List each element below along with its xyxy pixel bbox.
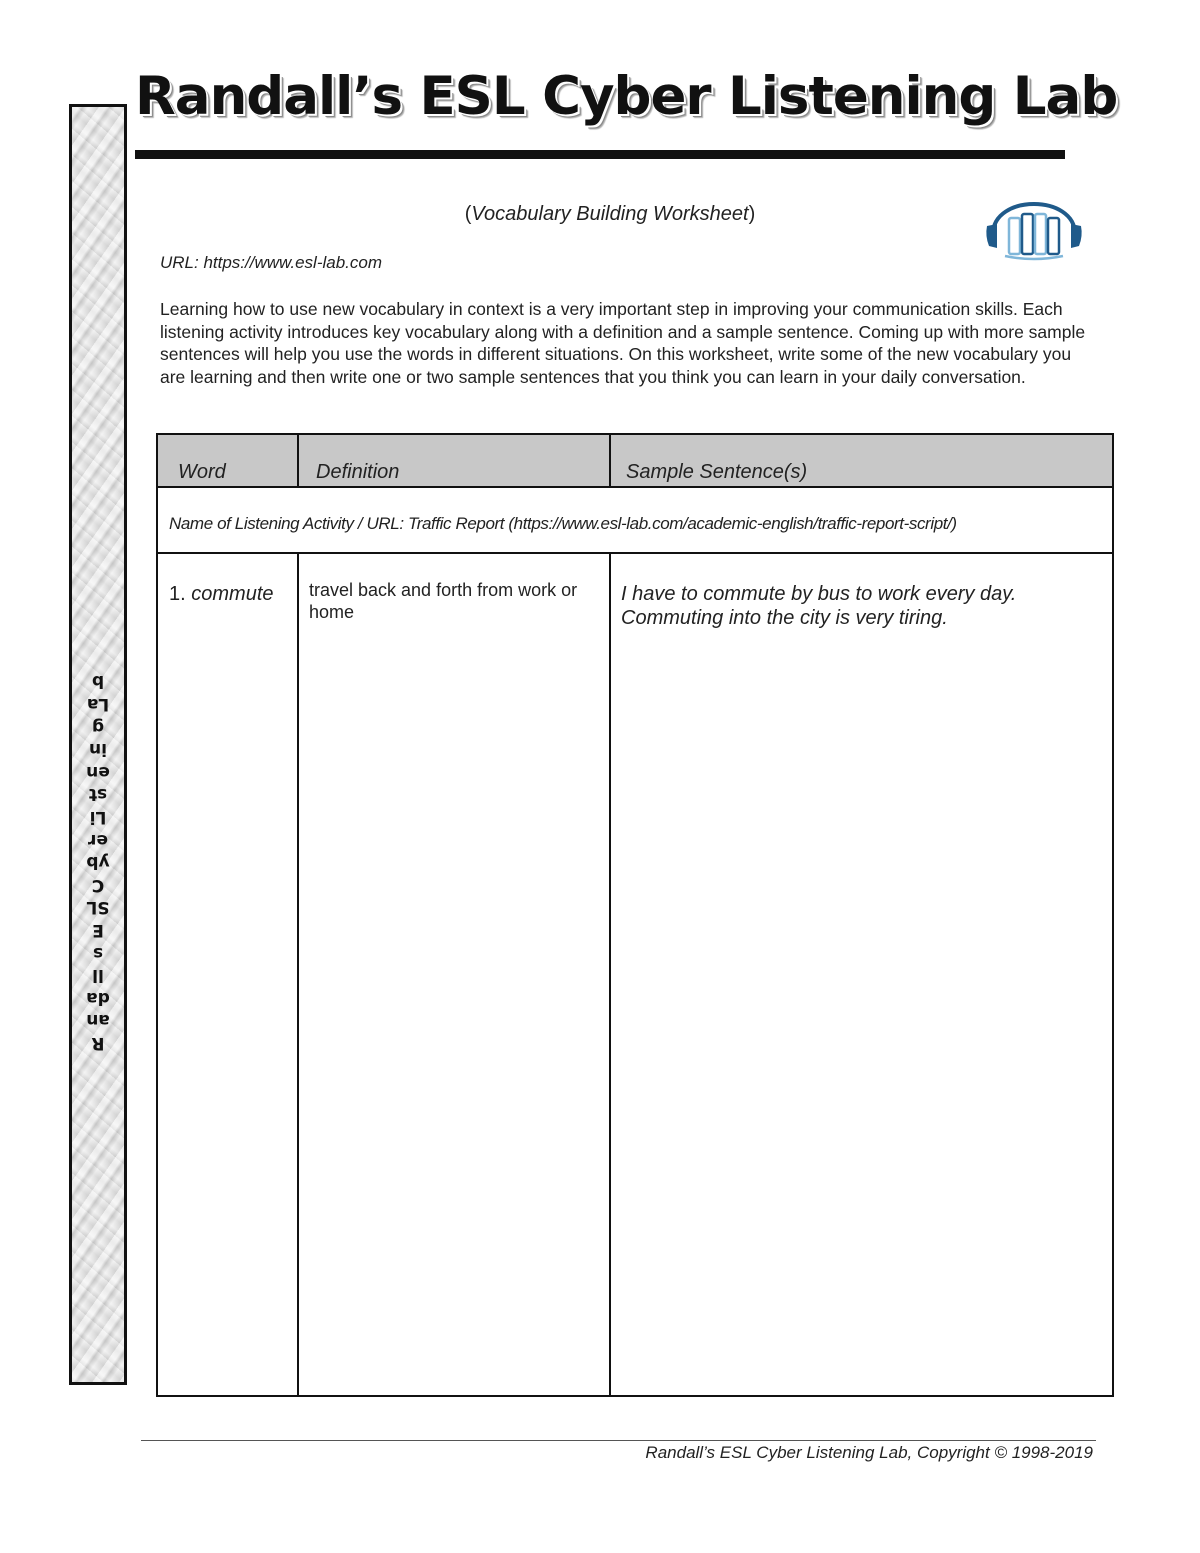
column-divider (609, 554, 611, 1397)
decorative-sidebar (69, 104, 127, 1385)
sidebar-text-line: st (88, 784, 108, 805)
column-divider (297, 435, 299, 488)
sidebar-text-line: g (91, 716, 105, 737)
header-definition: Definition (316, 461, 400, 483)
sidebar-text-line: SL (86, 897, 110, 918)
sidebar-text-line: b (91, 671, 105, 692)
worksheet-subtitle (160, 203, 1060, 226)
column-divider (609, 435, 611, 488)
sidebar-text-line: da (86, 987, 110, 1008)
sidebar-text-line: La (86, 694, 110, 715)
word-text: commute (191, 583, 274, 605)
sample-sentence: Commuting into the city is very tiring. (621, 607, 948, 629)
subtitle-text: Vocabulary Building Worksheet (471, 203, 749, 225)
site-url: URL: https://www.esl-lab.com (160, 253, 383, 272)
sidebar-text-line: R (91, 1033, 105, 1054)
sidebar-text-line: en (86, 761, 110, 782)
sidebar-text-line: E (92, 920, 104, 941)
intro-paragraph: Learning how to use new vocabulary in context is a very important step in improving your communication skills. Each listening activity introduces key vocabulary along with a definition and a sample sentence. Coming up with more sample sentences will help you use the words in different situations. On this worksheet, write some of the new vocabulary you are learning and then write one or two sample sentences that you think you can learn in your daily conversation. (160, 299, 1086, 387)
activity-name: Name of Listening Activity / URL: Traffic Report (https://www.esl-lab.com/academic-english/traffic-report-script/) (169, 514, 957, 533)
page-title: Randall’s ESL Cyber Listening Lab (135, 66, 1118, 127)
header-word: Word (178, 461, 226, 483)
title-divider (135, 150, 1065, 159)
table-cell-word (169, 583, 274, 606)
sidebar-text-line: C (91, 874, 105, 895)
sidebar-text-line: Li (89, 807, 107, 828)
activity-row (158, 488, 1112, 554)
sidebar-text-line: an (86, 1010, 110, 1031)
sidebar-text-line: ll (92, 965, 104, 986)
sidebar-text-line: s (92, 942, 104, 963)
sidebar-text-line: yb (86, 852, 110, 873)
table-cell-sentences (621, 582, 1101, 630)
table-cell-definition: travel back and forth from work or home (309, 580, 578, 622)
word-number: 1. (169, 583, 186, 605)
header-sample-sentences: Sample Sentence(s) (626, 461, 808, 483)
sidebar-text-line: in (89, 739, 107, 760)
subtitle-open-paren: ( (464, 203, 472, 225)
subtitle-close-paren: ) (748, 203, 756, 225)
sidebar-text-line: er (88, 829, 108, 850)
headphones-books-icon (985, 176, 1083, 262)
column-divider (297, 554, 299, 1397)
sidebar-vertical-title (86, 670, 110, 1054)
sample-sentence: I have to commute by bus to work every day. (621, 583, 1017, 605)
vocabulary-table (156, 433, 1114, 1397)
footer-divider (141, 1440, 1096, 1441)
table-header-row (158, 435, 1112, 488)
copyright-footer: Randall’s ESL Cyber Listening Lab, Copyright © 1998-2019 (645, 1443, 1093, 1462)
